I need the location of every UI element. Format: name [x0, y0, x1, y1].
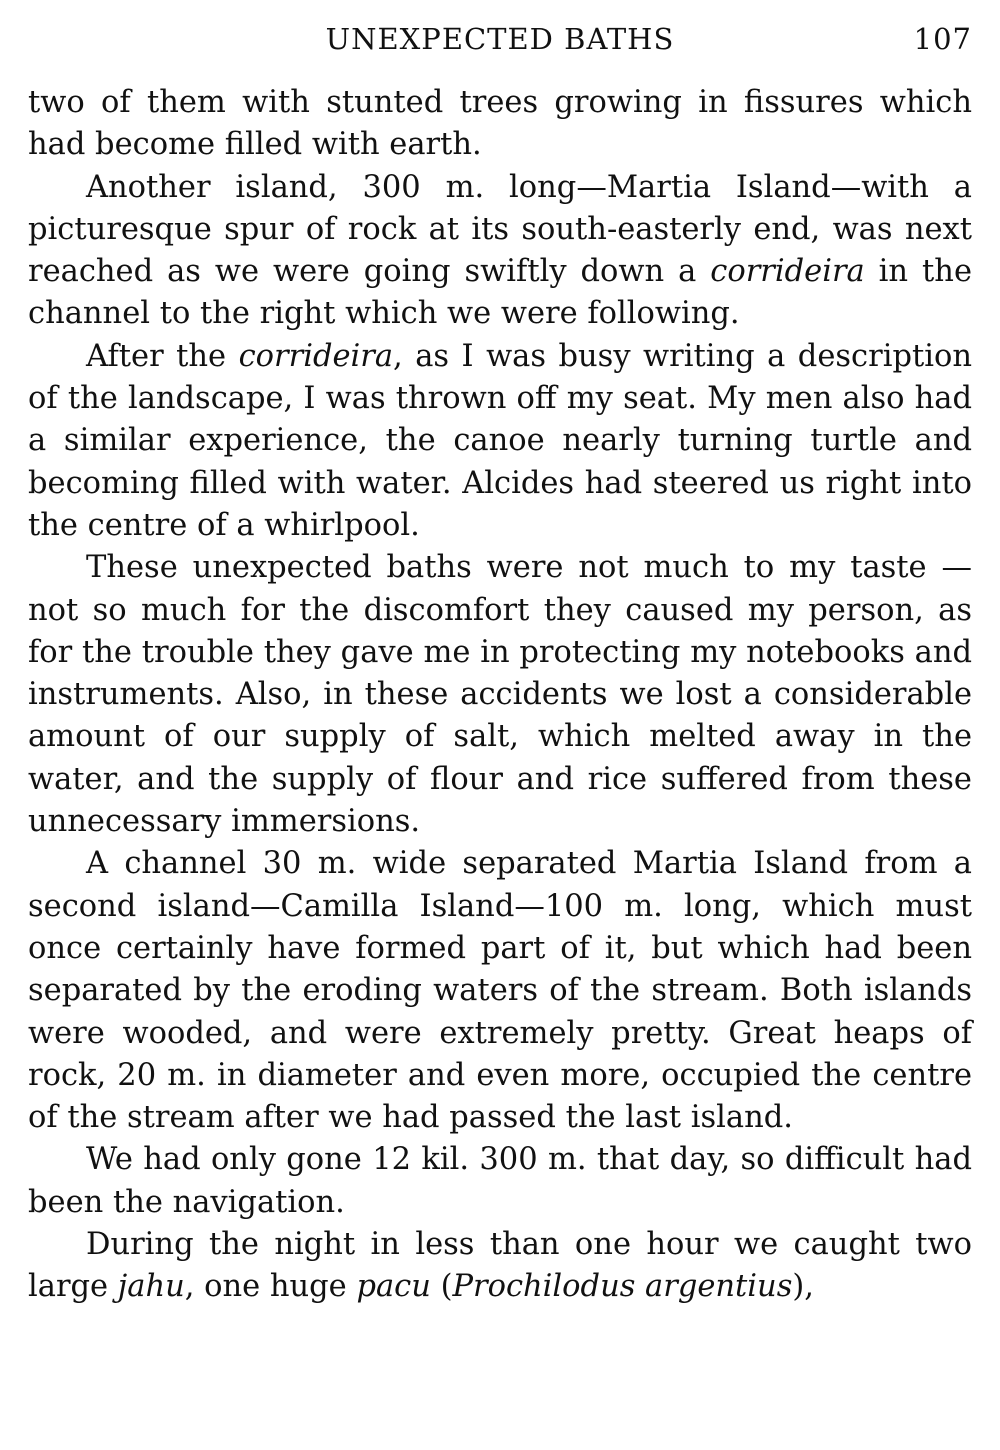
text-run: A channel 30 m. wide separated Martia Island from a second island—Camilla Island—100 m. long, which must once certainly have formed part of it, but which had been separated by the eroding waters of the stream. Both islands were wooded, and were extremely pretty. Great heaps of rock, 20 m. in diameter and even more, occupied the centre of the stream after we had passed the last island. — [28, 846, 972, 1136]
paragraph — [28, 1139, 972, 1224]
paragraph — [28, 167, 972, 336]
running-header — [28, 22, 972, 62]
text-run: in the channel to the right which we were following. — [28, 254, 972, 332]
paragraph — [28, 1224, 972, 1309]
text-run: two of them with stunted trees growing in fissures which had become filled with earth. — [28, 85, 972, 163]
paragraph — [28, 547, 972, 843]
italic-text: Prochilodus argentius — [452, 1269, 793, 1305]
text-run: Another island, 300 m. long—Martia Island—with a picturesque spur of rock at its south-easterly end, was next reached as we were going swiftly down a — [28, 169, 972, 290]
text-run: , as I was busy writing a description of the landscape, I was thrown off my seat. My men also had a similar experience, the canoe nearly turning turtle and becoming filled with water. Alcides had steered us right into the centre of a whirlpool. — [28, 338, 972, 543]
italic-text: jahu — [117, 1269, 185, 1305]
paragraph — [28, 843, 972, 1139]
text-run: These unexpected baths were not much to my taste —not so much for the discomfort they caused my person, as for the trouble they gave me in protecting my notebooks and instruments. Also, in these accidents we lost a considerable amount of our supply of salt, which melted away in the water, and the supply of flour and rice suffered from these unnecessary immersions. — [28, 550, 972, 840]
page-number: 107 — [913, 22, 972, 56]
italic-text: corrideira — [238, 338, 394, 374]
body-text — [28, 82, 972, 1309]
text-run: We had only gone 12 kil. 300 m. that day, so difficult had been the navigation. — [28, 1142, 972, 1220]
paragraph — [28, 336, 972, 547]
text-run: During the night in less than one hour we caught two large — [28, 1227, 972, 1305]
paragraph — [28, 82, 972, 167]
text-run: ), — [792, 1269, 814, 1305]
text-run: , one huge — [184, 1269, 357, 1305]
text-run: ( — [430, 1269, 453, 1305]
running-title: UNEXPECTED BATHS — [325, 22, 675, 56]
book-page — [28, 0, 972, 1450]
italic-text: corrideira — [710, 254, 865, 290]
text-run: After the — [86, 338, 239, 374]
italic-text: pacu — [356, 1269, 431, 1305]
